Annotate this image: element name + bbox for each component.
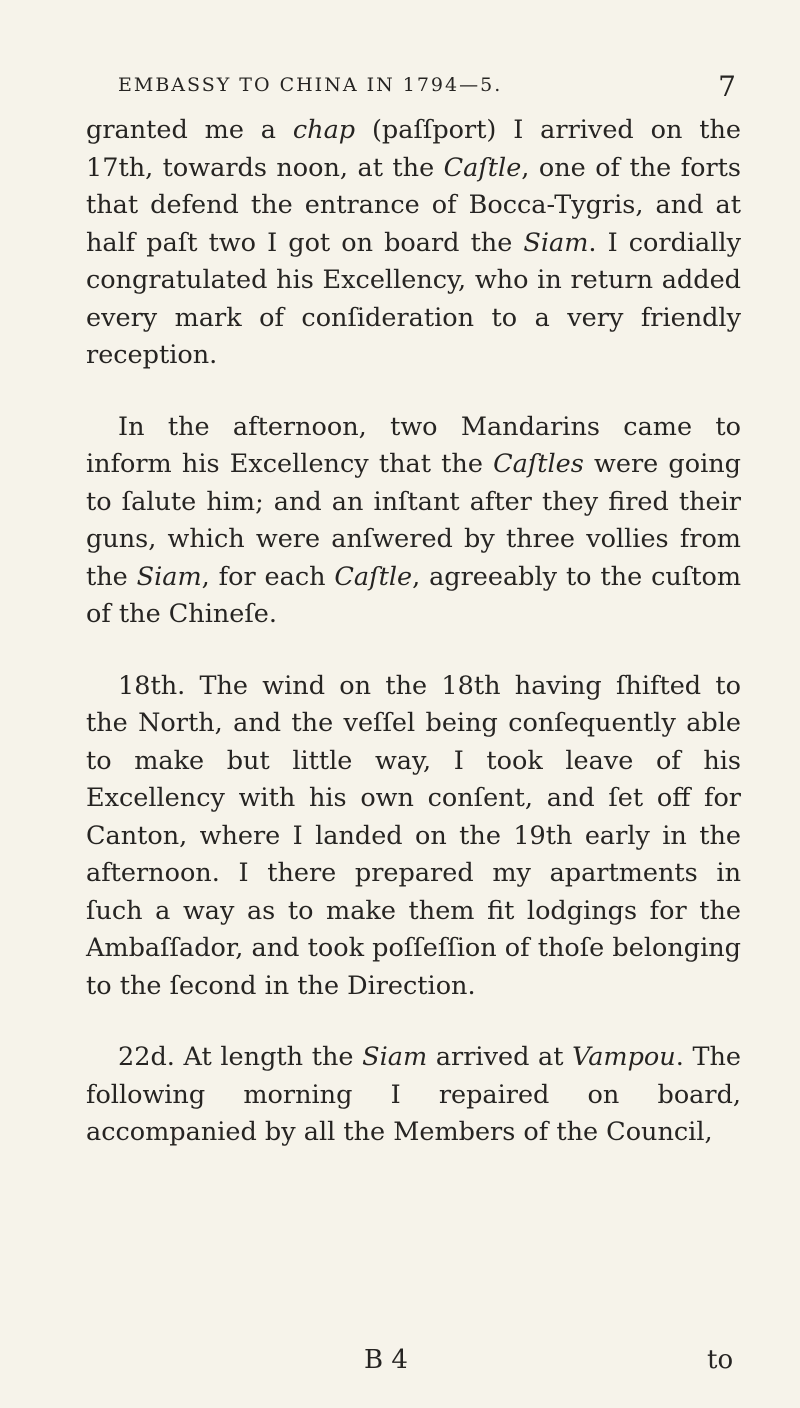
text-run: were going to ſalute him; and an inſtant after they fired their guns, which were anſwered by three vollies from the: [86, 449, 741, 592]
italic-text: chap: [292, 115, 356, 145]
text-run: , one of the forts that defend the entrance of Bocca-Tygris, and at half paſt two I got on board the: [86, 152, 741, 258]
paragraph-2: [86, 409, 741, 634]
italic-text: Siam: [136, 561, 202, 592]
text-run: (paſſport) I arrived on the 17th, towards noon, at the: [86, 115, 742, 183]
page-number: 7: [718, 70, 738, 103]
paragraph-3: [86, 668, 741, 1006]
italic-text: Siam: [523, 227, 589, 258]
italic-text: Caſtle: [443, 152, 522, 183]
text-run: granted me a: [86, 115, 293, 145]
italic-text: Siam: [362, 1042, 428, 1072]
text-run: 22d. At length the: [118, 1042, 363, 1072]
italic-text: Caſtle: [334, 561, 413, 592]
signature-mark: B 4: [364, 1345, 408, 1375]
paragraph-4: [86, 1039, 741, 1152]
text-run: , agreeably to the cuſtom of the Chineſe.: [86, 561, 741, 629]
page-header: [118, 68, 738, 108]
body-text: [86, 112, 741, 1152]
catchword: to: [707, 1345, 734, 1375]
text-run: 18th. The wind on the 18th having ſhifted to the North, and the veſſel being conſequently able to make but little way, I took leave of his Excellency with his own conſent, and ſet off for Canton, where I landed on the 19th early in the afternoon. I there prepared my apartments in ſuch a way as to make them fit lodgings for the Ambaſſador, and took poſſeſſion of thoſe belonging to the ſecond in the Direction.: [86, 670, 741, 1001]
paragraph-1: [86, 112, 741, 375]
page-footer: [0, 1345, 800, 1385]
text-run: In the afternoon, two Mandarins came to inform his Excellency that the: [86, 411, 741, 479]
italic-text: Vampou: [572, 1042, 676, 1072]
text-run: arrived at: [427, 1042, 573, 1072]
text-run: . I cordially congratulated his Excellency, who in return added every mark of conſideration to a very friendly reception.: [86, 227, 741, 370]
running-title: EMBASSY TO CHINA IN 1794—5.: [118, 74, 503, 96]
text-run: , for each: [201, 561, 335, 592]
text-run: . The following morning I repaired on board, accompanied by all the Members of the Council,: [86, 1042, 742, 1147]
italic-text: Caſtles: [493, 449, 584, 479]
